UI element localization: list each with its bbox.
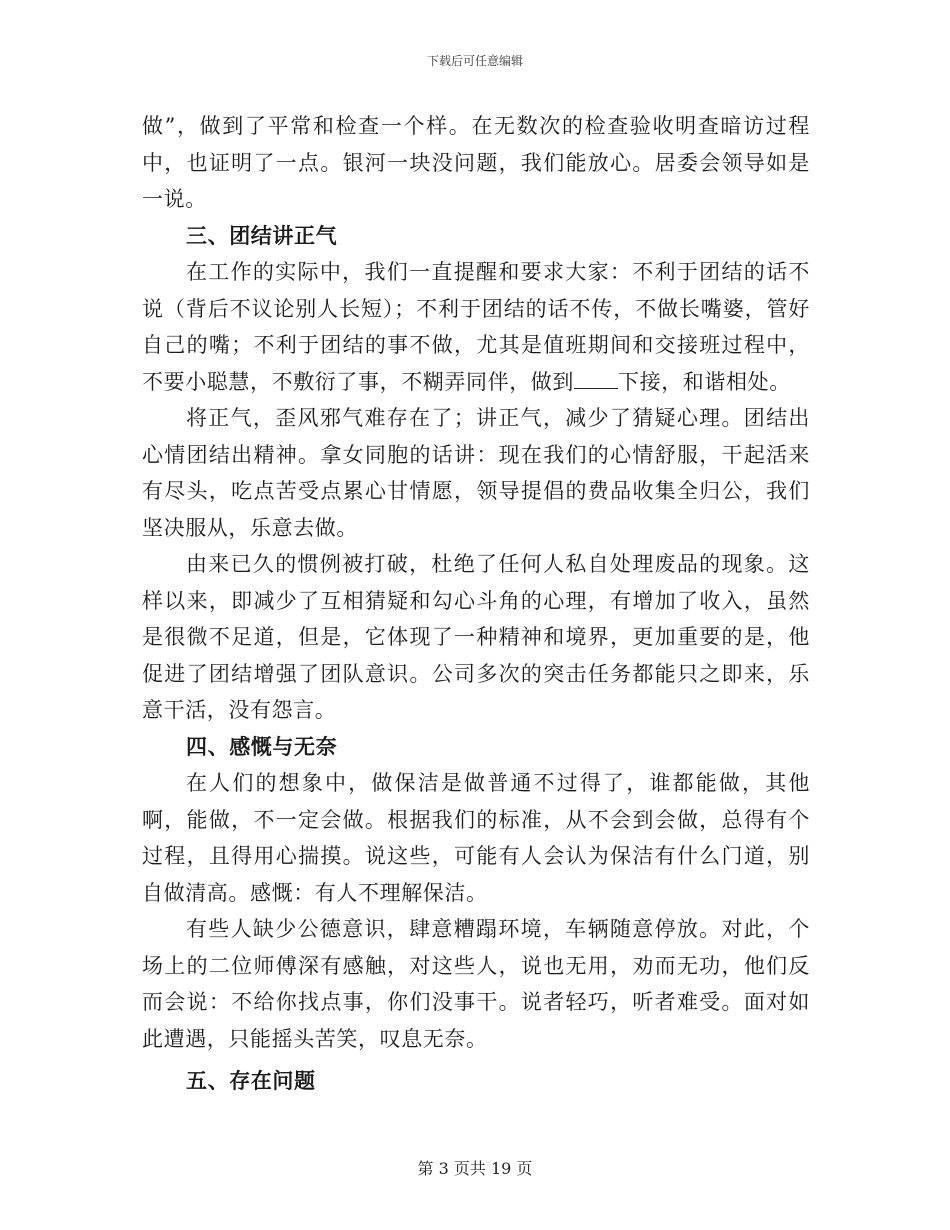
section-heading-3: 三、团结讲正气 bbox=[186, 223, 338, 248]
fill-blank-line bbox=[574, 370, 618, 389]
paragraph-public-morality: 有些人缺少公德意识，肆意糟蹋环境，车辆随意停放。对此，个场上的二位师傅深有感触，对这些人，说也无用，劝而无功，他们反而会说：不给你找点事，你们没事干。说者轻巧，听者难受。面对如此遭遇，只能摇头苦笑，叹息无奈。 bbox=[142, 917, 810, 1051]
paragraph-righteousness: 将正气，歪风邪气难存在了；讲正气，减少了猜疑心理。团结出心情团结出精神。拿女同胞的话讲：现在我们的心情舒服，干起活来有尽头，吃点苦受点累心甘情愿，领导提倡的费品收集全归公，我们坚决服从，乐意去做。 bbox=[142, 406, 810, 540]
page-footer: 第 3 页共 19 页 bbox=[417, 1159, 533, 1178]
section-heading-4: 四、感慨与无奈 bbox=[186, 734, 338, 759]
section-heading-5: 五、存在问题 bbox=[186, 1069, 316, 1093]
paragraph-unity-rules bbox=[142, 254, 810, 400]
paragraph-continuation: 做”，做到了平常和检查一个样。在无数次的检查验收明查暗访过程中，也证明了一点。银河一块没问题，我们能放心。居委会领导如是一说。 bbox=[142, 114, 810, 211]
paragraph-habit-broken: 由来已久的惯例被打破，杜绝了任何人私自处理废品的现象。这样以来，即减少了互相猜疑和勾心斗角的心理，有增加了收入，虽然是很微不足道，但是，它体现了一种精神和境界，更加重要的是，他促进了团结增强了团队意识。公司多次的突击任务都能只之即来，乐意干活，没有怨言。 bbox=[142, 552, 810, 722]
page-header: 下载后可任意编辑 bbox=[426, 54, 523, 68]
paragraph-unity-rules-tail: 下接，和谐相处。 bbox=[618, 369, 791, 394]
document-body bbox=[142, 108, 810, 1100]
paragraph-imagination: 在人们的想象中，做保洁是做普通不过得了，谁都能做，其他啊，能做，不一定会做。根据我们的标准，从不会到会做，总得有个过程，且得用心揣摸。说这些，可能有人会认为保洁有什么门道，别自做清高。感慨：有人不理解保洁。 bbox=[142, 771, 810, 905]
paragraph-unity-rules-text: 在工作的实际中，我们一直提醒和要求大家：不利于团结的话不说（背后不议论别人长短）；不利于团结的话不传，不做长嘴婆，管好自己的嘴；不利于团结的事不做，尤其是值班期间和交接班过程中，不要小聪慧，不敷衍了事，不糊弄同伴，做到 bbox=[142, 260, 810, 394]
